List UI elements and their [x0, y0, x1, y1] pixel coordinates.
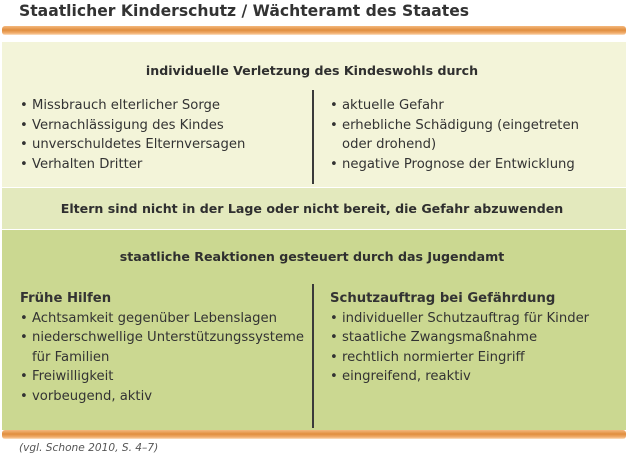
list-item-continuation: oder drohend): [342, 137, 437, 152]
page-title: Staatlicher Kinderschutz / Wächteramt des Staates: [19, 2, 470, 20]
list-item: • individueller Schutzauftrag für Kinder: [330, 310, 590, 326]
state-reactions-heading: staatliche Reaktionen gesteuert durch das Jugendamt: [119, 249, 505, 264]
bottom-brush-stroke: [2, 430, 626, 439]
divider-line: [2, 229, 626, 230]
list-item: • Missbrauch elterlicher Sorge: [20, 98, 221, 113]
list-item-continuation: für Familien: [32, 349, 110, 365]
top-brush-stroke: [2, 26, 626, 35]
list-item: • Vernachlässigung des Kindes: [20, 117, 224, 133]
protection-mandate-title: Schutzauftrag bei Gefährdung: [330, 291, 556, 306]
violation-causes-list: [20, 96, 245, 174]
list-item: • negative Prognose der Entwicklung: [330, 156, 575, 172]
parents-heading: Eltern sind nicht in der Lage oder nicht bereit, die Gefahr abzuwenden: [60, 201, 564, 216]
column-divider: [312, 90, 314, 184]
protection-mandate-column: [330, 289, 589, 387]
violation-heading: individuelle Verletzung des Kindeswohls durch: [145, 63, 479, 78]
early-help-column: [20, 289, 304, 406]
list-item: • erhebliche Schädigung (eingetreten: [330, 117, 579, 133]
list-item: • rechtlich normierter Eingriff: [330, 349, 525, 365]
list-item: • aktuelle Gefahr: [330, 98, 444, 113]
list-item: • unverschuldetes Elternversagen: [20, 137, 246, 152]
list-item: • staatliche Zwangsmaßnahme: [330, 330, 538, 345]
source-caption: (vgl. Schone 2010, S. 4–7): [19, 442, 159, 454]
early-help-title: Frühe Hilfen: [20, 291, 112, 306]
list-item: • niederschwellige Unterstützungssysteme: [20, 330, 305, 345]
list-item: • eingreifend, reaktiv: [330, 369, 471, 384]
danger-criteria-list: [330, 96, 579, 174]
divider-line: [2, 187, 626, 188]
column-divider: [312, 284, 314, 428]
list-item: • vorbeugend, aktiv: [20, 388, 153, 404]
list-item: • Freiwilligkeit: [20, 369, 114, 384]
list-item: • Verhalten Dritter: [20, 156, 143, 172]
list-item: • Achtsamkeit gegenüber Lebenslagen: [20, 310, 277, 326]
